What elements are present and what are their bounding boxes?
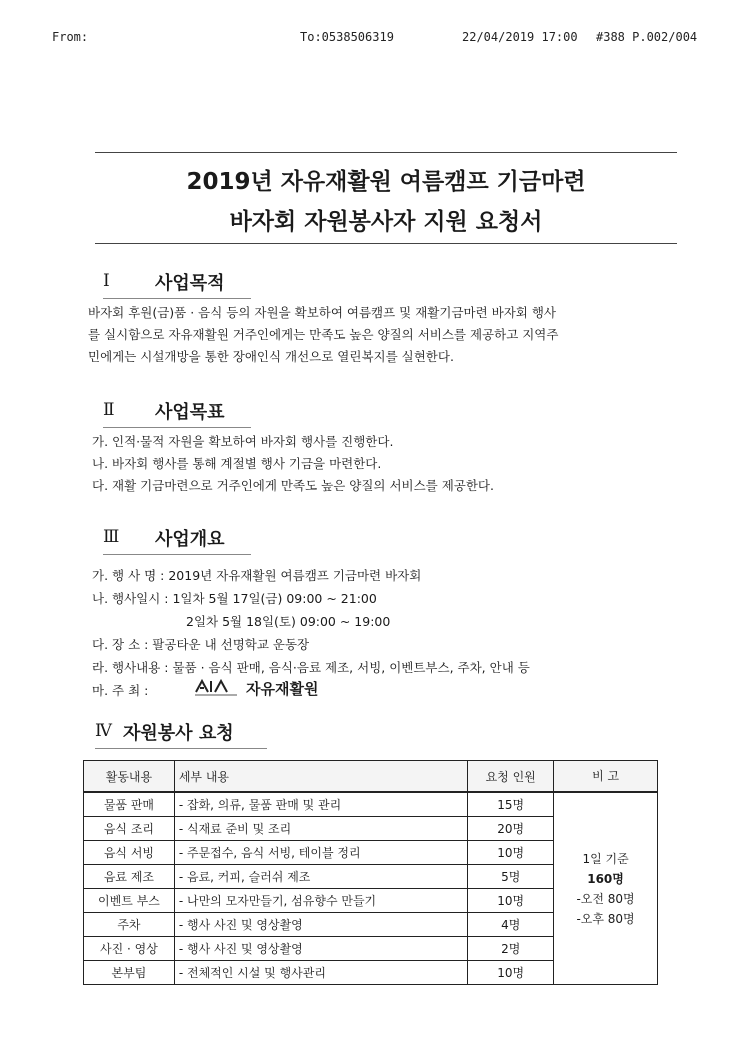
detail-cell: - 행사 사진 및 영상촬영: [174, 937, 467, 961]
section-divider: [95, 748, 267, 749]
table-header-cell: 세부 내용: [174, 761, 467, 793]
note-line: -오후 80명: [576, 911, 635, 926]
detail-cell: - 나만의 모자만들기, 섬유향수 만들기: [174, 889, 467, 913]
count-cell: 20명: [468, 817, 554, 841]
activity-cell: 음료 제조: [84, 865, 175, 889]
section-2-title: 사업목표: [155, 402, 225, 423]
count-cell: 4명: [468, 913, 554, 937]
section-1-title: 사업목적: [155, 273, 225, 294]
title-line-1: 2019년 자유재활원 여름캠프 기금마련: [186, 169, 586, 195]
section-4-number: Ⅳ: [95, 721, 112, 741]
purpose-line: 를 실시함으로 자유재활원 거주인에게는 만족도 높은 양질의 서비스를 제공하고 지역주: [88, 327, 559, 342]
note-line: -오전 80명: [576, 891, 635, 906]
detail-cell: - 음료, 커피, 슬러쉬 제조: [174, 865, 467, 889]
activity-cell: 물품 판매: [84, 792, 175, 817]
goal-item: 가. 인적·물적 자원을 확보하여 바자회 행사를 진행한다.: [92, 434, 394, 449]
activity-cell: 이벤트 부스: [84, 889, 175, 913]
activity-cell: 주차: [84, 913, 175, 937]
section-divider: [103, 298, 251, 299]
section-3-number: Ⅲ: [103, 527, 120, 547]
table-header-cell: 요청 인원: [468, 761, 554, 793]
organizer-name: 자유재활원: [246, 680, 319, 698]
overview-content: 라. 행사내용 : 물품 · 음식 판매, 음식·음료 제조, 서빙, 이벤트부스, 주차, 안내 등: [92, 660, 530, 675]
section-3-title: 사업개요: [155, 529, 225, 550]
goal-item: 나. 바자회 행사를 통해 계절별 행사 기금을 마련한다.: [92, 456, 382, 471]
count-cell: 10명: [468, 889, 554, 913]
fax-from: From:: [52, 30, 89, 44]
count-cell: 15명: [468, 792, 554, 817]
fax-to: To:0538506319: [300, 30, 394, 44]
purpose-paragraph: [88, 302, 688, 368]
detail-cell: - 식재료 준비 및 조리: [174, 817, 467, 841]
section-1-header: [103, 271, 251, 299]
organizer-logo-icon: [193, 677, 243, 697]
table-header-cell: 비 고: [554, 761, 658, 793]
overview-date-2: 2일차 5월 18일(토) 09:00 ~ 19:00: [186, 614, 391, 629]
section-2-number: Ⅱ: [103, 400, 115, 420]
purpose-line: 민에게는 시설개방을 통한 장애인식 개선으로 열린복지를 실현한다.: [88, 349, 454, 364]
purpose-line: 바자회 후원(금)품 · 음식 등의 자원을 확보하여 여름캠프 및 재활기금마련 바자회 행사: [88, 305, 556, 320]
section-2-header: [103, 400, 251, 428]
overview-date-1: 나. 행사일시 : 1일차 5월 17일(금) 09:00 ~ 21:00: [92, 591, 377, 606]
count-cell: 2명: [468, 937, 554, 961]
count-cell: 10명: [468, 841, 554, 865]
detail-cell: - 전체적인 시설 및 행사관리: [174, 961, 467, 985]
detail-cell: - 주문접수, 음식 서빙, 테이블 정리: [174, 841, 467, 865]
note-line: 1일 기준: [582, 851, 629, 866]
overview-host-label: 마. 주 최 :: [92, 683, 149, 698]
detail-cell: - 행사 사진 및 영상촬영: [174, 913, 467, 937]
table-header-cell: 활동내용: [84, 761, 175, 793]
overview-place: 다. 장 소 : 팔공타운 내 선명학교 운동장: [92, 637, 310, 652]
activity-cell: 음식 서빙: [84, 841, 175, 865]
title-line-2: 바자회 자원봉사자 지원 요청서: [229, 209, 543, 235]
section-divider: [103, 554, 251, 555]
fax-datetime: 22/04/2019 17:00: [462, 30, 578, 44]
section-3-header: [103, 527, 251, 555]
fax-page: #388 P.002/004: [596, 30, 698, 44]
goals-list: [92, 431, 692, 497]
activity-cell: 사진 · 영상: [84, 937, 175, 961]
section-4-title: 자원봉사 요청: [123, 723, 234, 744]
activity-cell: 음식 조리: [84, 817, 175, 841]
document-title: [95, 152, 677, 244]
note-total: 160명: [587, 871, 624, 886]
table-header-row: [84, 761, 658, 793]
section-4-header: [95, 721, 267, 749]
detail-cell: - 잡화, 의류, 물품 판매 및 관리: [174, 792, 467, 817]
section-1-number: Ⅰ: [103, 271, 110, 291]
activity-cell: 본부팀: [84, 961, 175, 985]
table-row: [84, 792, 658, 817]
count-cell: 10명: [468, 961, 554, 985]
count-cell: 5명: [468, 865, 554, 889]
note-cell: [554, 792, 658, 985]
volunteer-request-table: [83, 760, 658, 985]
section-divider: [103, 427, 251, 428]
goal-item: 다. 재활 기금마련으로 거주인에게 만족도 높은 양질의 서비스를 제공한다.: [92, 478, 494, 493]
overview-name: 가. 행 사 명 : 2019년 자유재활원 여름캠프 기금마련 바자회: [92, 568, 422, 583]
